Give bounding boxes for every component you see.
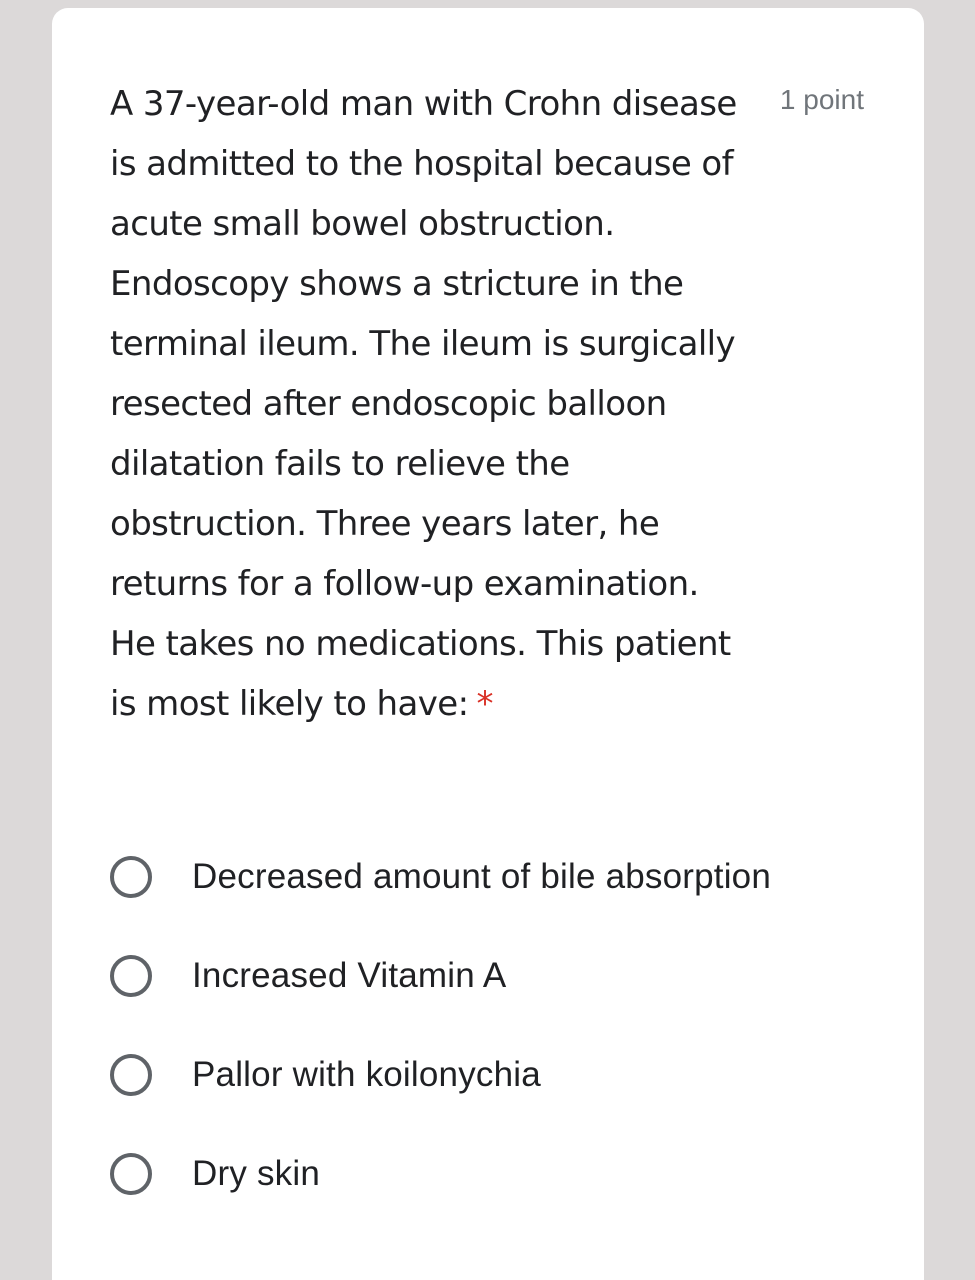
question-body: A 37-year-old man with Crohn disease is admitted to the hospital because of acute small bowel obstruction. Endoscopy shows a stricture in the terminal ileum. The ileum is surgically resected after endoscopic balloon dilatation fails to relieve the obstruction. Three years later, he returns for a follow-up examination. He takes no medications. This patient is most likely to have: <box>110 84 737 724</box>
answer-option-4[interactable] <box>110 1141 890 1207</box>
option-label: Pallor with koilonychia <box>192 1055 541 1094</box>
option-label: Dry skin <box>192 1154 320 1193</box>
radio-button[interactable] <box>110 1153 152 1195</box>
answer-option-1[interactable] <box>110 844 890 910</box>
answer-option-3[interactable] <box>110 1042 890 1108</box>
question-text <box>110 74 750 734</box>
points-label: 1 point <box>779 84 864 115</box>
question-card <box>52 8 924 1280</box>
radio-button[interactable] <box>110 1054 152 1096</box>
answer-options <box>110 844 890 1240</box>
radio-button[interactable] <box>110 856 152 898</box>
option-label: Decreased amount of bile absorption <box>192 857 772 896</box>
answer-option-2[interactable] <box>110 943 890 1009</box>
option-label: Increased Vitamin A <box>192 956 507 995</box>
required-asterisk: * <box>476 684 493 724</box>
radio-button[interactable] <box>110 955 152 997</box>
